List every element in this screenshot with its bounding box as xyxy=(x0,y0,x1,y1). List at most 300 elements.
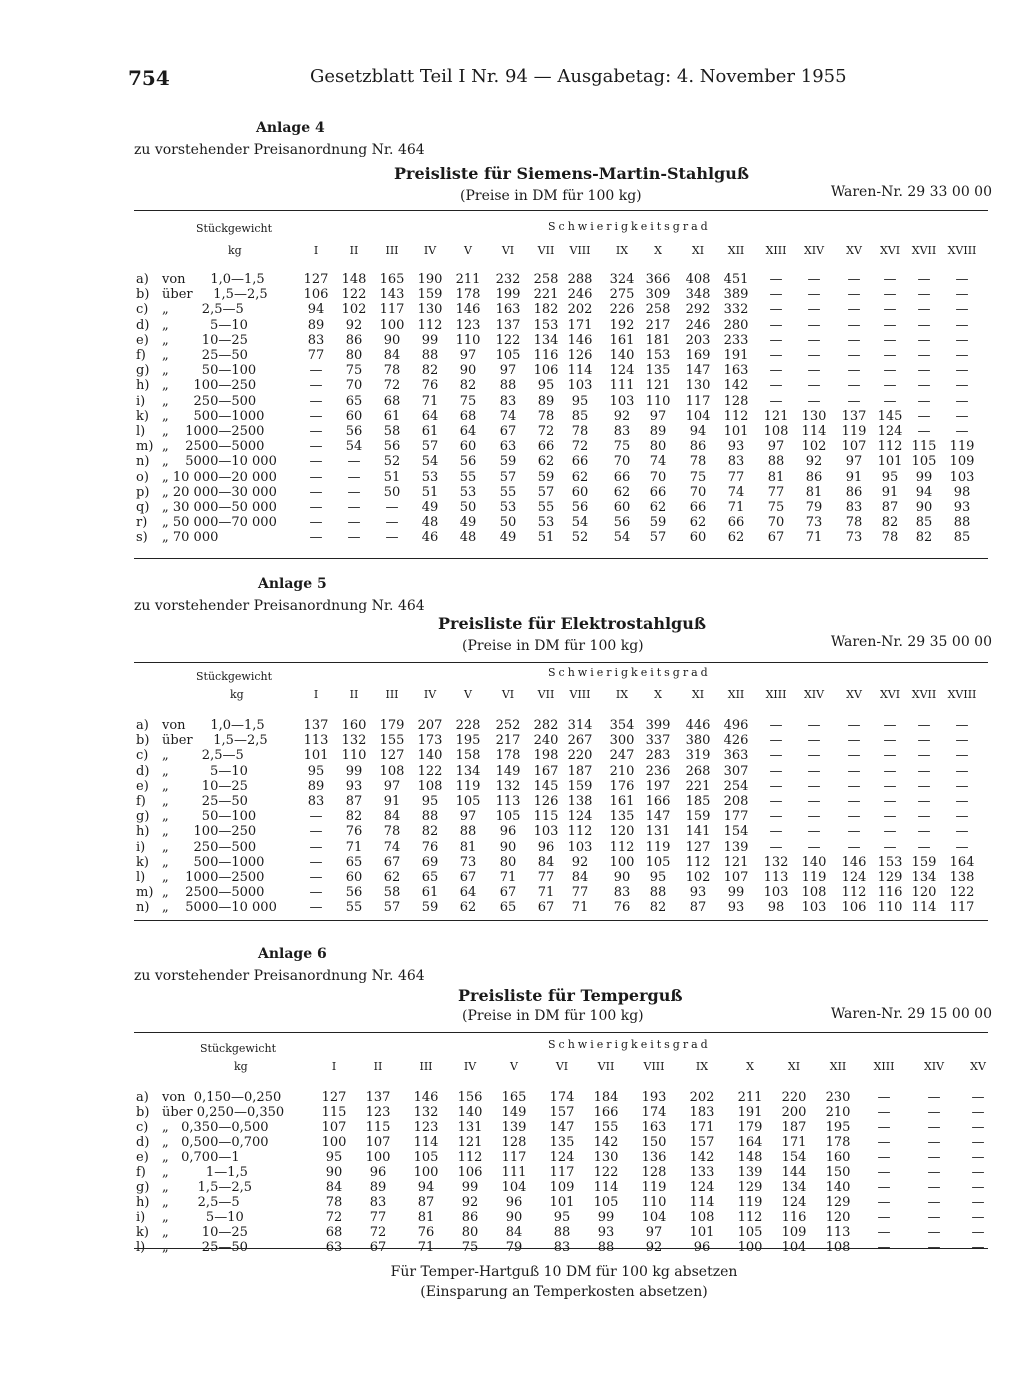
table-cell: 109 xyxy=(781,1225,807,1240)
table-cell: 74 xyxy=(727,484,745,500)
table-cell: — xyxy=(347,484,361,500)
table-cell: 115 xyxy=(533,809,559,825)
table-cell: — xyxy=(807,363,821,379)
table-cell: 165 xyxy=(501,1090,527,1105)
table-cell: 193 xyxy=(641,1090,667,1105)
row-weight-range: „ 25—50 xyxy=(162,1240,248,1255)
table-cell: 65 xyxy=(345,854,363,870)
table-cell: 110 xyxy=(341,748,367,764)
table-cell: 124 xyxy=(549,1150,575,1165)
table-cell: 192 xyxy=(609,317,635,333)
column-header: VIII xyxy=(569,244,591,257)
table-cell: — xyxy=(955,809,969,825)
table-cell: 71 xyxy=(727,500,745,515)
table-cell: 70 xyxy=(767,515,785,531)
table-cell: 74 xyxy=(499,408,517,424)
table-cell: 130 xyxy=(801,408,827,424)
row-weight-range: „ 250—500 xyxy=(162,839,257,855)
table-cell: — xyxy=(955,839,969,855)
table-cell: 233 xyxy=(723,332,749,348)
table-cell: 147 xyxy=(549,1120,575,1135)
table-cell: 76 xyxy=(345,824,363,840)
table-cell: 117 xyxy=(549,1165,575,1180)
row-weight-range: „ 20 000—30 000 xyxy=(162,484,277,500)
table-cell: 55 xyxy=(537,500,555,515)
table-cell: — xyxy=(917,332,931,348)
table-cell: — xyxy=(917,778,931,794)
table-cell: 89 xyxy=(649,424,667,439)
table-cell: 148 xyxy=(737,1150,763,1165)
table-cell: 130 xyxy=(417,302,443,318)
table-cell: 120 xyxy=(911,885,937,901)
table-cell: — xyxy=(847,763,861,779)
table-cell: 57 xyxy=(649,530,667,546)
table-cell: — xyxy=(769,763,783,779)
anlage-label: Anlage 6 xyxy=(258,946,327,962)
table-cell: 86 xyxy=(345,332,363,348)
row-weight-range: „ 2,5—5 xyxy=(162,1195,240,1210)
table-cell: 75 xyxy=(613,439,631,455)
table-cell: — xyxy=(927,1150,941,1165)
table-cell: 67 xyxy=(369,1240,387,1255)
table-cell: 106 xyxy=(841,900,867,916)
table-cell: — xyxy=(917,287,931,303)
table-cell: 104 xyxy=(641,1210,667,1225)
table-cell: 142 xyxy=(593,1135,619,1150)
table-cell: 102 xyxy=(341,302,367,318)
rule-bottom xyxy=(134,920,988,921)
price-list-title: Preisliste für Temperguß xyxy=(458,986,683,1005)
table-cell: — xyxy=(807,748,821,764)
table-cell: 153 xyxy=(533,317,559,333)
table-cell: — xyxy=(917,794,931,809)
row-label: b) xyxy=(136,1105,150,1120)
table-cell: 62 xyxy=(649,500,667,515)
table-cell: 119 xyxy=(645,839,671,855)
table-cell: 55 xyxy=(499,484,517,500)
table-cell: 53 xyxy=(459,484,477,500)
table-cell: 63 xyxy=(325,1240,343,1255)
table-cell: 82 xyxy=(915,530,933,546)
table-cell: 122 xyxy=(495,332,521,348)
table-cell: 59 xyxy=(499,454,517,470)
row-weight-range: „ 100—250 xyxy=(162,824,257,840)
table-cell: 332 xyxy=(723,302,749,318)
table-row xyxy=(128,794,992,809)
section-anlage-4 xyxy=(128,118,992,562)
column-header: X xyxy=(654,244,662,257)
table-cell: 119 xyxy=(455,778,481,794)
table-cell: 275 xyxy=(609,287,635,303)
table-cell: 314 xyxy=(567,718,593,733)
table-cell: — xyxy=(927,1240,941,1255)
table-cell: 173 xyxy=(417,733,443,749)
table-cell: 61 xyxy=(421,885,439,901)
table-cell: 105 xyxy=(455,794,481,809)
table-cell: — xyxy=(807,809,821,825)
table-cell: — xyxy=(309,484,323,500)
table-cell: 93 xyxy=(727,439,745,455)
table-cell: 53 xyxy=(499,500,517,515)
table-cell: 174 xyxy=(549,1090,575,1105)
table-cell: 106 xyxy=(533,363,559,379)
table-cell: 101 xyxy=(689,1225,715,1240)
table-cell: 104 xyxy=(501,1180,527,1195)
table-cell: 108 xyxy=(417,778,443,794)
table-cell: 83 xyxy=(307,332,325,348)
table-cell: 97 xyxy=(383,778,401,794)
table-cell: — xyxy=(309,900,323,916)
table-cell: 146 xyxy=(567,332,593,348)
table-cell: 75 xyxy=(459,393,477,409)
column-header: XVII xyxy=(911,244,937,257)
table-cell: — xyxy=(769,839,783,855)
table-cell: 60 xyxy=(571,484,589,500)
table-cell: — xyxy=(807,718,821,733)
table-cell: — xyxy=(309,393,323,409)
table-cell: 126 xyxy=(567,348,593,363)
table-cell: 99 xyxy=(345,763,363,779)
column-header: XIV xyxy=(803,688,825,701)
table-cell: 70 xyxy=(613,454,631,470)
table-cell: 72 xyxy=(325,1210,343,1225)
table-cell: 135 xyxy=(645,363,671,379)
table-cell: 99 xyxy=(461,1180,479,1195)
table-cell: 70 xyxy=(649,469,667,485)
table-cell: 211 xyxy=(455,272,481,287)
table-cell: 71 xyxy=(537,885,555,901)
table-cell: 94 xyxy=(307,302,325,318)
table-cell: 124 xyxy=(841,870,867,885)
table-cell: 66 xyxy=(571,454,589,470)
column-header: VII xyxy=(537,688,555,701)
rule-top xyxy=(134,210,988,211)
table-cell: 121 xyxy=(763,408,789,424)
table-cell: 54 xyxy=(571,515,589,531)
table-cell: 292 xyxy=(685,302,711,318)
table-cell: 108 xyxy=(763,424,789,439)
table-row xyxy=(128,485,992,500)
table-cell: 324 xyxy=(609,272,635,287)
table-cell: 60 xyxy=(345,408,363,424)
table-cell: 83 xyxy=(499,393,517,409)
table-cell: 78 xyxy=(325,1195,343,1210)
table-cell: 65 xyxy=(499,900,517,916)
table-cell: 146 xyxy=(413,1090,439,1105)
row-weight-range: „ 70 000 xyxy=(162,530,219,546)
table-cell: 87 xyxy=(689,900,707,916)
table-cell: 61 xyxy=(421,424,439,439)
table-cell: 129 xyxy=(877,870,903,885)
table-cell: 51 xyxy=(537,530,555,546)
table-cell: — xyxy=(955,332,969,348)
table-cell: 104 xyxy=(685,408,711,424)
table-cell: 119 xyxy=(801,870,827,885)
table-cell: — xyxy=(883,748,897,764)
table-cell: 49 xyxy=(421,500,439,515)
table-cell: 107 xyxy=(841,439,867,455)
table-cell: 66 xyxy=(727,515,745,531)
table-cell: — xyxy=(847,393,861,409)
table-cell: 129 xyxy=(737,1180,763,1195)
table-cell: — xyxy=(847,778,861,794)
table-cell: 169 xyxy=(685,348,711,363)
table-cell: 114 xyxy=(911,900,937,916)
row-label: g) xyxy=(136,1180,150,1195)
table-cell: 143 xyxy=(379,287,405,303)
table-cell: 103 xyxy=(801,900,827,916)
table-cell: 112 xyxy=(567,824,593,840)
table-cell: 122 xyxy=(341,287,367,303)
column-header: V xyxy=(464,244,472,257)
table-cell: 93 xyxy=(345,778,363,794)
table-cell: 164 xyxy=(949,854,975,870)
column-header: III xyxy=(385,244,399,257)
column-header: XVIII xyxy=(947,688,977,701)
table-cell: — xyxy=(847,824,861,840)
table-cell: 75 xyxy=(345,363,363,379)
stueckgewicht-label: Stückgewicht xyxy=(196,222,273,235)
table-row xyxy=(128,439,992,454)
table-cell: — xyxy=(347,500,361,515)
table-cell: — xyxy=(309,378,323,394)
table-cell: 136 xyxy=(641,1150,667,1165)
row-weight-range: „ 2,5—5 xyxy=(162,302,244,318)
table-cell: — xyxy=(971,1135,985,1150)
table-cell: — xyxy=(883,317,897,333)
table-cell: 56 xyxy=(613,515,631,531)
column-header: XVII xyxy=(911,688,937,701)
table-cell: 100 xyxy=(609,854,635,870)
table-cell: 108 xyxy=(801,885,827,901)
table-cell: — xyxy=(847,287,861,303)
table-cell: 124 xyxy=(689,1180,715,1195)
table-cell: 109 xyxy=(549,1180,575,1195)
table-cell: — xyxy=(807,348,821,363)
row-weight-range: „ 100—250 xyxy=(162,378,257,394)
table-cell: 184 xyxy=(593,1090,619,1105)
table-cell: 94 xyxy=(417,1180,435,1195)
row-label: a) xyxy=(136,272,149,287)
table-cell: 163 xyxy=(723,363,749,379)
table-cell: — xyxy=(347,469,361,485)
table-cell: 113 xyxy=(763,870,789,885)
table-cell: 185 xyxy=(685,794,711,809)
table-cell: 117 xyxy=(379,302,405,318)
row-label: o) xyxy=(136,469,149,485)
table-cell: 75 xyxy=(461,1240,479,1255)
table-cell: — xyxy=(927,1195,941,1210)
table-row xyxy=(128,1120,992,1135)
table-cell: 106 xyxy=(303,287,329,303)
table-cell: 158 xyxy=(455,748,481,764)
table-cell: — xyxy=(807,824,821,840)
table-cell: 124 xyxy=(567,809,593,825)
row-label: f) xyxy=(136,1165,146,1180)
table-cell: 85 xyxy=(571,408,589,424)
table-cell: — xyxy=(927,1210,941,1225)
table-cell: 56 xyxy=(345,885,363,901)
table-cell: 148 xyxy=(341,272,367,287)
table-cell: — xyxy=(955,748,969,764)
table-cell: 161 xyxy=(609,332,635,348)
row-label: l) xyxy=(136,870,146,885)
table-cell: 131 xyxy=(457,1120,483,1135)
table-cell: 149 xyxy=(501,1105,527,1120)
table-cell: — xyxy=(847,302,861,318)
table-cell: 112 xyxy=(457,1150,483,1165)
table-cell: 114 xyxy=(689,1195,715,1210)
rule-bottom xyxy=(134,1248,988,1249)
table-cell: — xyxy=(971,1240,985,1255)
table-cell: 54 xyxy=(613,530,631,546)
table-cell: 112 xyxy=(737,1210,763,1225)
table-cell: — xyxy=(847,348,861,363)
table-cell: 96 xyxy=(693,1240,711,1255)
table-cell: 426 xyxy=(723,733,749,749)
table-cell: 92 xyxy=(613,408,631,424)
table-cell: 197 xyxy=(645,778,671,794)
table-cell: — xyxy=(955,718,969,733)
waren-number: Waren-Nr. 29 15 00 00 xyxy=(830,1006,992,1022)
waren-number: Waren-Nr. 29 33 00 00 xyxy=(830,184,992,200)
table-cell: 105 xyxy=(737,1225,763,1240)
table-cell: — xyxy=(971,1105,985,1120)
table-cell: — xyxy=(927,1120,941,1135)
table-cell: — xyxy=(385,500,399,515)
table-cell: 48 xyxy=(421,515,439,531)
table-cell: 62 xyxy=(537,454,555,470)
table-cell: 63 xyxy=(499,439,517,455)
table-cell: 59 xyxy=(537,469,555,485)
table-cell: 90 xyxy=(325,1165,343,1180)
table-cell: — xyxy=(847,317,861,333)
column-header: V xyxy=(510,1060,518,1073)
table-cell: 73 xyxy=(845,530,863,546)
column-header: XI xyxy=(787,1060,801,1073)
table-row xyxy=(128,363,992,378)
table-cell: 210 xyxy=(609,763,635,779)
table-cell: 91 xyxy=(881,484,899,500)
table-cell: 67 xyxy=(537,900,555,916)
table-cell: 82 xyxy=(881,515,899,531)
table-cell: 68 xyxy=(325,1225,343,1240)
table-cell: 70 xyxy=(689,484,707,500)
table-cell: — xyxy=(883,839,897,855)
row-label: a) xyxy=(136,718,149,733)
table-cell: — xyxy=(769,317,783,333)
section-anlage-6 xyxy=(128,946,992,1306)
table-cell: 74 xyxy=(383,839,401,855)
table-cell: 140 xyxy=(825,1180,851,1195)
table-row xyxy=(128,733,992,748)
table-cell: 116 xyxy=(781,1210,807,1225)
table-cell: 113 xyxy=(825,1225,851,1240)
table-cell: — xyxy=(807,272,821,287)
table-cell: 53 xyxy=(421,469,439,485)
table-cell: — xyxy=(769,794,783,809)
table-cell: 89 xyxy=(307,778,325,794)
table-cell: 105 xyxy=(645,854,671,870)
table-cell: — xyxy=(883,332,897,348)
table-cell: 58 xyxy=(383,885,401,901)
table-row xyxy=(128,348,992,363)
table-cell: — xyxy=(385,530,399,546)
price-list-subtitle: (Preise in DM für 100 kg) xyxy=(462,1008,644,1024)
table-cell: 96 xyxy=(505,1195,523,1210)
row-weight-range: „ 10—25 xyxy=(162,332,248,348)
table-cell: 177 xyxy=(723,809,749,825)
table-cell: 94 xyxy=(689,424,707,439)
table-cell: — xyxy=(877,1165,891,1180)
table-cell: — xyxy=(883,393,897,409)
table-cell: — xyxy=(883,378,897,394)
table-cell: 179 xyxy=(737,1120,763,1135)
row-weight-range: „ 5000—10 000 xyxy=(162,454,277,470)
table-cell: 165 xyxy=(379,272,405,287)
table-cell: 64 xyxy=(459,424,477,439)
table-cell: 103 xyxy=(763,885,789,901)
table-cell: 65 xyxy=(421,870,439,885)
column-header: XIII xyxy=(873,1060,895,1073)
table-cell: 117 xyxy=(949,900,975,916)
table-cell: 99 xyxy=(597,1210,615,1225)
row-label: a) xyxy=(136,1090,149,1105)
price-list-subtitle: (Preise in DM für 100 kg) xyxy=(462,638,644,654)
table-cell: — xyxy=(927,1225,941,1240)
table-cell: — xyxy=(807,733,821,749)
table-cell: 77 xyxy=(727,469,745,485)
table-cell: 110 xyxy=(455,332,481,348)
table-cell: 68 xyxy=(459,408,477,424)
table-cell: 92 xyxy=(461,1195,479,1210)
table-cell: 108 xyxy=(689,1210,715,1225)
column-header: IX xyxy=(615,688,629,701)
table-cell: 300 xyxy=(609,733,635,749)
column-header: IX xyxy=(695,1060,709,1073)
table-cell: — xyxy=(769,332,783,348)
table-cell: 67 xyxy=(383,854,401,870)
table-cell: 132 xyxy=(413,1105,439,1120)
column-header: II xyxy=(349,244,359,257)
table-row xyxy=(128,885,992,900)
price-list-title: Preisliste für Siemens-Martin-Stahlguß xyxy=(394,164,749,183)
table-cell: — xyxy=(807,317,821,333)
row-weight-range: „ 1,5—2,5 xyxy=(162,1180,253,1195)
table-cell: 90 xyxy=(613,870,631,885)
table-cell: 101 xyxy=(549,1195,575,1210)
rule-bottom xyxy=(134,558,988,559)
table-cell: 103 xyxy=(567,378,593,394)
table-cell: — xyxy=(847,363,861,379)
table-row xyxy=(128,1225,992,1240)
table-cell: 67 xyxy=(459,870,477,885)
row-label: r) xyxy=(136,515,148,531)
table-cell: — xyxy=(309,839,323,855)
table-cell: — xyxy=(769,733,783,749)
row-label: n) xyxy=(136,454,150,470)
table-cell: — xyxy=(309,469,323,485)
table-cell: 110 xyxy=(645,393,671,409)
table-cell: 115 xyxy=(365,1120,391,1135)
table-cell: — xyxy=(955,794,969,809)
table-cell: — xyxy=(847,809,861,825)
table-cell: 98 xyxy=(953,484,971,500)
table-cell: — xyxy=(883,363,897,379)
row-weight-range: „ 5000—10 000 xyxy=(162,900,277,916)
table-cell: 181 xyxy=(645,332,671,348)
row-weight-range: „ 5—10 xyxy=(162,1210,244,1225)
